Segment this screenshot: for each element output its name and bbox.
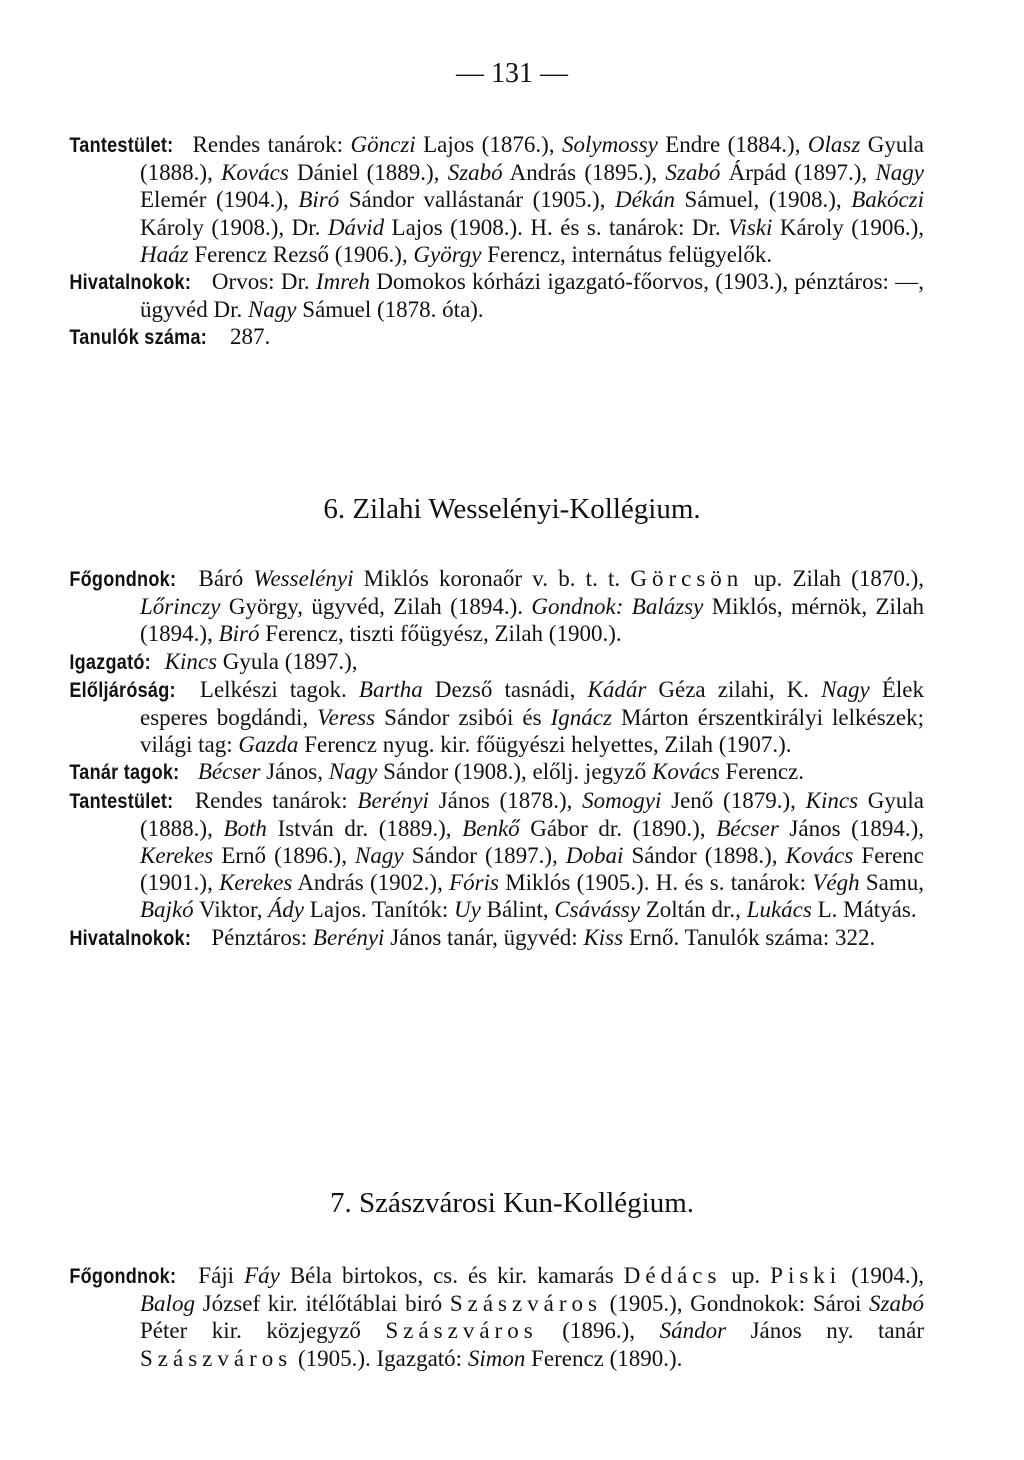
entry-tantestulet-6 <box>69 787 925 924</box>
text-run: 287. <box>224 324 271 350</box>
text-run: Sámuel (1878. óta). <box>296 297 484 323</box>
italic-name: Kincs <box>164 648 218 674</box>
text-run: János (1894.), <box>778 815 924 841</box>
text-run: Rendes tanárok: <box>185 132 351 157</box>
label-tanartagok: Tanár tagok: <box>69 761 180 785</box>
italic-name: Kerekes <box>219 870 293 896</box>
label-igazgato: Igazgató: <box>69 650 151 674</box>
italic-name: Solymossy <box>561 132 658 157</box>
text-run: Gyula (1897.), <box>217 648 358 674</box>
text-run: Ferencz Rezső (1906.), <box>188 241 414 267</box>
text-run: Miklós koronaőr v. b. t. t. <box>353 566 631 591</box>
italic-name: Berényi <box>312 924 385 950</box>
text-run: Zoltán dr., <box>639 897 747 923</box>
italic-name: Sándor <box>659 1318 727 1344</box>
italic-name: Bakóczi <box>851 187 924 213</box>
italic-name: Kerekes <box>140 843 214 869</box>
text-run: Görcsön <box>630 566 744 591</box>
italic-name: Simon <box>467 1345 526 1371</box>
text-run: Ferencz (1890.). <box>525 1345 683 1371</box>
italic-name: Bécser <box>197 759 261 785</box>
text-run: György, ügyvéd, Zilah (1894.). <box>220 594 532 620</box>
italic-name: Szabó <box>869 1291 924 1317</box>
italic-name: Fóris <box>449 870 499 896</box>
label-fogondnok-7: Főgondnok: <box>69 1265 177 1288</box>
section-5-body <box>69 131 925 352</box>
text-run: up. Zilah (1870.), <box>743 566 924 591</box>
italic-name: Dávid <box>327 214 385 240</box>
italic-name: György <box>413 241 482 267</box>
page-number: — 131 — <box>456 58 568 89</box>
italic-name: Lukács <box>746 897 812 923</box>
text-run: Fáji <box>188 1263 245 1288</box>
text-run: András (1895.), <box>502 160 666 186</box>
text-run: Orvos: Dr. <box>205 269 316 295</box>
text-run: Dezső tasnádi, <box>422 676 588 702</box>
italic-name: Csávássy <box>554 897 640 923</box>
text-run: Péter kir. közjegyző <box>140 1318 386 1344</box>
text-run: János (1878.), <box>428 787 583 813</box>
label-tantestulet-6: Tantestület: <box>69 789 174 813</box>
italic-name: Imreh <box>315 269 370 295</box>
text-run: (1896.), <box>537 1318 660 1344</box>
text-run: Ferenc (1901.), <box>140 843 924 896</box>
italic-name: Viski <box>728 214 773 240</box>
text-run: Ernő. Tanulók száma: 322. <box>623 924 876 950</box>
italic-name: Nagy <box>328 759 378 785</box>
text-run: Jenő (1879.), <box>661 787 806 813</box>
text-run: Szászváros <box>449 1291 602 1317</box>
text-run: Gyula (1888.), <box>140 787 924 841</box>
text-run: Piski <box>770 1263 842 1288</box>
italic-name: Kiss <box>583 924 624 950</box>
entry-fogondnok-7 <box>69 1262 925 1372</box>
italic-name: Olasz <box>807 132 861 157</box>
italic-name: Dékán <box>614 187 675 213</box>
text-run: Sándor (1898.), <box>623 843 786 869</box>
text-run: Károly (1908.), Dr. <box>140 214 328 240</box>
italic-name: Uy <box>454 897 481 923</box>
text-run: János, <box>260 759 329 785</box>
label-hivatalnokok: Hivatalnokok: <box>69 271 192 295</box>
italic-name: Gazda <box>238 732 299 758</box>
italic-name: Kovács <box>221 160 289 186</box>
text-run: Szászváros <box>140 1345 293 1371</box>
label-hivatalnokok-6: Hivatalnokok: <box>69 926 192 950</box>
text-run: Sándor (1908.), előlj. jegyző <box>377 759 652 785</box>
text-run: (1905.), Gondnokok: Sároi <box>602 1291 870 1317</box>
italic-name: Bécser <box>716 815 779 841</box>
italic-name: Dobai <box>565 843 624 869</box>
text-run: Sándor zsibói és <box>375 705 551 731</box>
italic-name: Veress <box>317 705 376 731</box>
label-tanulok: Tanulók száma: <box>69 326 208 350</box>
italic-name: Biró <box>298 187 340 213</box>
text-run: Ferencz, tiszti főügyész, Zilah (1900.). <box>259 621 622 647</box>
italic-name: Szabó <box>447 160 503 186</box>
entry-hivatalnokok-6 <box>69 924 924 952</box>
text-run: Márton érszentkirályi lelkészek; világi tag: <box>140 705 924 758</box>
section-6-heading: 6. Zilahi Wesselényi-Kollégium. <box>323 493 701 525</box>
italic-name: Balog <box>140 1291 195 1317</box>
entry-igazgato-6 <box>69 648 924 676</box>
italic-name: Somogyi <box>582 787 662 813</box>
italic-name: Berényi <box>357 787 429 813</box>
text-run: Pénztáros: <box>205 924 313 950</box>
text-run: up. <box>721 1263 771 1288</box>
text-run: Ferencz. <box>719 759 805 785</box>
text-run: Ferencz nyug. kir. főügyészi helyettes, Zilah (1907.). <box>298 732 792 758</box>
italic-name: Nagy <box>875 160 924 186</box>
text-run: István dr. (1889.), <box>266 815 463 841</box>
text-run: Báró <box>188 566 254 591</box>
text-run: Lelkészi tagok. <box>187 676 359 702</box>
text-run: Szászváros <box>385 1318 538 1344</box>
italic-name: Nagy <box>821 676 870 702</box>
text-run: L. Mátyás. <box>811 897 917 923</box>
entry-tanartagok <box>69 758 924 786</box>
italic-name: Gönczi <box>350 132 416 157</box>
italic-name: Bajkó <box>140 897 194 923</box>
italic-name: Szabó <box>665 160 721 186</box>
label-elojarosag: Előljáróság: <box>69 678 176 702</box>
text-run: Dédács <box>623 1263 722 1288</box>
text-run <box>623 594 631 619</box>
text-run: Béla birtokos, cs. és kir. kamarás <box>279 1263 624 1288</box>
text-run: Lajos (1876.), <box>415 132 562 157</box>
section-6-body <box>69 565 925 952</box>
text-run: Endre (1884.), <box>657 132 808 157</box>
text-run: Viktor, <box>193 897 269 923</box>
text-run: Rendes tanárok: <box>185 787 358 813</box>
italic-name: Kovács <box>785 843 854 869</box>
entry-tanulok <box>69 323 924 351</box>
entry-elojarosag <box>69 676 924 759</box>
section-7-body <box>69 1262 925 1372</box>
text-run: János tanár, ügyvéd: <box>384 924 584 950</box>
entry-tantestulet <box>69 131 925 268</box>
entry-hivatalnokok <box>69 268 924 323</box>
italic-name: Végh <box>812 870 860 896</box>
text-run: András (1902.), <box>292 870 450 896</box>
text-run: Lajos. Tanítók: <box>304 897 455 923</box>
italic-name: Benkő <box>462 815 520 841</box>
italic-name: Both <box>223 815 267 841</box>
text-run: Sámuel, (1908.), <box>675 187 852 213</box>
section-7-heading: 7. Szászvárosi Kun-Kollégium. <box>329 1187 695 1219</box>
italic-name: Nagy <box>355 843 404 869</box>
text-run: Domokos kórházi igazgató-főorvos, (1903.), pénztáros: —, ügyvéd Dr. <box>140 269 924 323</box>
italic-name: Ignácz <box>550 705 612 731</box>
text-run: Lajos (1908.). H. és s. tanárok: Dr. <box>384 214 729 240</box>
italic-name: Haáz <box>140 241 189 267</box>
text-run: József kir. itélőtáblai biró <box>194 1291 450 1317</box>
italic-name: Nagy <box>247 297 297 323</box>
italic-name: Lőrinczy <box>140 594 221 620</box>
text-run: Miklós (1905.). H. és s. tanárok: <box>498 870 813 896</box>
italic-name: Biró <box>218 621 260 647</box>
italic-name: Wesselényi <box>253 566 354 591</box>
text-run: Gyula (1888.), <box>140 132 924 186</box>
label-tantestulet: Tantestület: <box>69 134 174 157</box>
italic-name: Balázsy <box>631 594 704 620</box>
text-run: (1905.). Igazgató: <box>292 1345 468 1371</box>
text-run: Géza zilahi, K. <box>646 676 822 702</box>
text-run: Károly (1906.), <box>772 214 925 240</box>
italic-name: Kincs <box>805 787 859 813</box>
text-run: Ferencz, internátus felügyelők. <box>481 241 773 267</box>
text-run: Gábor dr. (1890.), <box>519 815 717 841</box>
italic-name: Kovács <box>652 759 720 785</box>
label-fogondnok: Főgondnok: <box>69 568 177 591</box>
italic-name: Bartha <box>358 676 423 702</box>
text-run: Miklós, mérnök, Zilah (1894.), <box>140 594 924 647</box>
italic-name: Fáy <box>244 1263 280 1288</box>
text-run: Sándor vallástanár (1905.), <box>339 187 615 213</box>
text-run: János ny. tanár <box>726 1318 924 1344</box>
text-run: Ernő (1896.), <box>213 843 356 869</box>
text-run: Árpád (1897.), <box>720 160 876 186</box>
text-run: Dániel (1889.), <box>288 160 448 186</box>
italic-name: Kádár <box>587 676 647 702</box>
text-run: Samu, <box>859 870 925 896</box>
entry-fogondnok-6 <box>69 565 924 648</box>
text-run: Élek esperes bogdándi, <box>140 676 924 731</box>
text-run: Bálint, <box>480 897 555 923</box>
text-run: Sándor (1897.), <box>403 843 566 869</box>
italic-name: Ády <box>268 897 305 923</box>
italic-name: Gondnok: <box>531 594 624 620</box>
text-run: Elemér (1904.), <box>140 187 299 213</box>
text-run: (1904.), <box>841 1263 925 1288</box>
